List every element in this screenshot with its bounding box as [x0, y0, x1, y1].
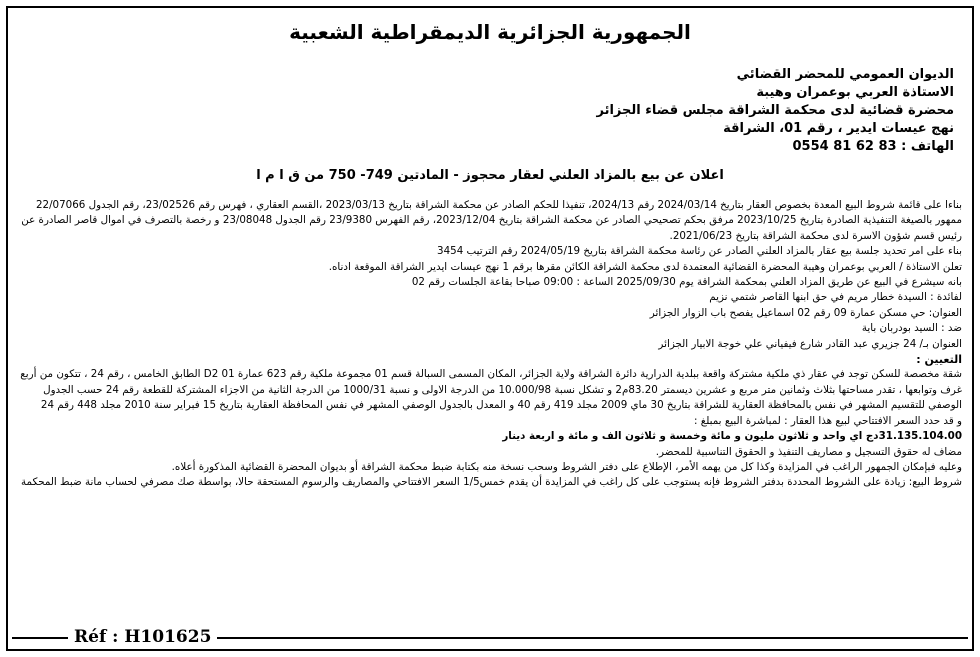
consultation-note: وعليه فبإمكان الجمهور الراغب في المزايدة وكذا كل من يهمه الأمر، الإطلاع على دفتر الشروط وسحب نسخة منه بكتابة ضبط محكمة الشراقة أو بديوان المحضرة القضائية المذكورة أعلاه. [171, 460, 962, 473]
office-address: نهج عيسات ايدير ، رقم 01، الشراقة [723, 121, 954, 136]
office-name: الديوان العمومي للمحضر القضائي [736, 67, 954, 82]
designation-heading: التعيين : [916, 353, 962, 367]
defendant: ضد : السيد بودربان باية [861, 322, 962, 335]
body-paragraph-sale-date: بانه سيشرع في البيع عن طريق المزاد العلني بمحكمة الشراقة يوم 2025/09/30 الساعة : 09:00 صباحا بقاعة الجلسات رقم 02 [411, 276, 962, 289]
notice-body [14, 198, 962, 491]
reference-number: Réf : H101625 [68, 627, 217, 647]
additional-fees: مضاف له حقوق التسجيل و مصاريف التنفيذ و الحقوق التناسبية للمحضر. [655, 445, 962, 458]
bailiff-office-block [254, 66, 954, 156]
beneficiary: لفائدة : السيدة خطار مريم في حق ابنها القاصر شتمي نزيم [709, 291, 962, 304]
body-paragraph-judgment: بناءا على قائمة شروط البيع المعدة بخصوص العقار بتاريخ 2024/03/14 رقم 2024/13، تنفيذا للحكم الصادر عن محكمة الشراقة بتاريخ 2023/03/13 ،القسم العقاري ، فهرس رقم 23/02526، رقم الجدول 22/07066 ممهور بالصيغة التنفيذية الصادرة بتاريخ 2023/10/25 مرفق بحكم تصحيحي الصادر عن محكمة الشراقة بتاريخ 2023/12/04، رقم الفهرس 23/9380 رقم الجدول 23/08048 و رخصة بالتصرف في اموال قاصر الصادرة عن رئيس قسم شؤون الاسرة لدى محكمة الشراقة بتاريخ 2021/06/23. [21, 199, 962, 242]
defendant-address: العنوان بـ/ 24 جزيري عبد القادر شارع فيفياني علي خوجة الابيار الجزائر [658, 337, 962, 350]
bailiff-name: الاستاذة العربي بوعمران وهيبة [756, 85, 954, 100]
legal-notice-page [6, 6, 974, 651]
opening-price-label: و قد حدد السعر الافتتاحي لبيع هذا العقار : لمباشرة البيع بمبلغ : [693, 414, 962, 427]
bailiff-title: محضرة قضائية لدى محكمة الشراقة مجلس قضاء الجزائر [596, 103, 954, 118]
sale-conditions: شروط البيع: زيادة على الشروط المحددة بدفتر الشروط فإنه يستوجب على كل راغب في المزايدة أن يقدم خمس1/5 السعر الافتتاحي والمصاريف والرسوم المستحقة حالا، بواسطة صك مصرفي لحساب مانة ضبط المحكمة [21, 476, 962, 489]
office-phone: الهاتف : 83 62 81 0554 [792, 139, 954, 154]
property-description: شقة مخصصة للسكن توجد في عقار ذي ملكية مشتركة واقعة ببلدية الدرارية دائرة الشراقة ولاية الجزائر، المكان المسمى السبالة قسم 01 مجموعة ملكية رقم 623 عمارة D2 01 الطابق الخامس ، رقم 24 ، تتكون من أربع غرف وتوابعها ، تقدر مساحتها بثلاث وثمانين متر مربع و عشرين ديسمتر 83.20م2 و تشكل نسبة 10.000/98 من الدرجة الاولى و نسبة 1000/31 من الدرجة الثانية من الاجزاء المشتركة للقطعة رقم 24 حسب الجدول الوصفي للتقسيم المشهر في نفس بالمحافظة العقارية للشراقة بتاريخ 30 ماي 2009 مجلد 419 رقم 40 و المعدل بالجدول الوصفي المشهر في نفس المحافظة العقارية بتاريخ 15 فبراير سنة 2010 مجلد 448 رقم 24 [20, 368, 962, 412]
opening-price-amount: 31.135.104.00دج اي واحد و ثلاثون مليون و مائة وخمسة و ثلاثون الف و مائة و اربعة دينار [502, 430, 962, 443]
republic-header: الجمهورية الجزائرية الديمقراطية الشعبية [289, 20, 691, 44]
body-paragraph-order: بناء على امر تحديد جلسة بيع عقار بالمزاد العلني الصادر عن رئاسة محكمة الشراقة بتاريخ 2024/05/19 رقم الترتيب 3454 [437, 245, 962, 258]
reference-footer [12, 627, 968, 647]
body-paragraph-announcement: تعلن الاستاذة / العربي بوعمران وهيبة المحضرة القضائية المعتمدة لدى محكمة الشراقة الكائن مقرها برقم 1 نهج عيسات ايدير الشراقة الموقعة ادناه. [328, 260, 962, 273]
beneficiary-address: العنوان: حي مسكن عمارة 09 رقم 02 اسماعيل يفصح باب الزوار الجزائر [649, 306, 962, 319]
notice-title: اعلان عن بيع بالمزاد العلني لعقار محجوز - المادتين 749- 750 من ق ا م ا [256, 168, 724, 183]
